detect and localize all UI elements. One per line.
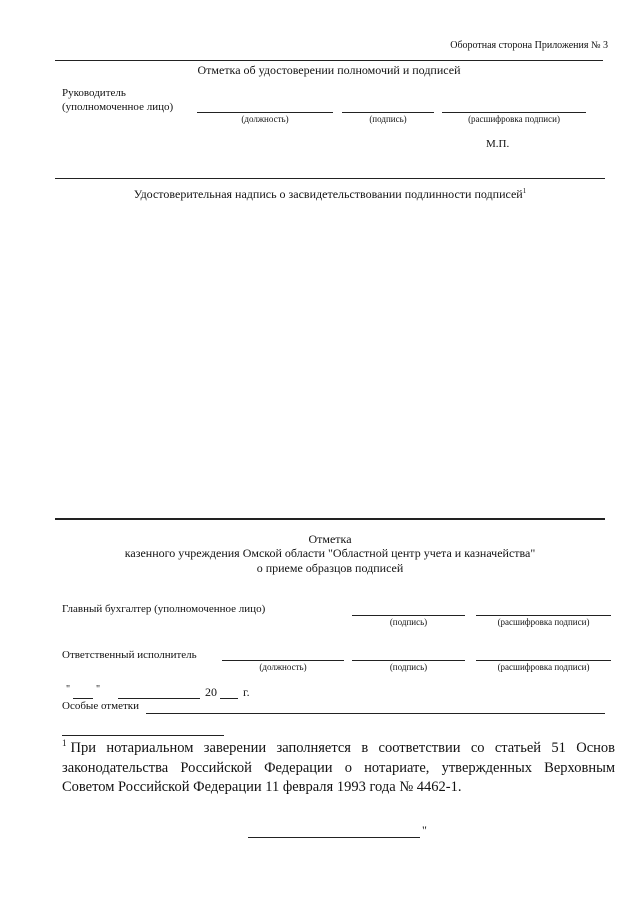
chief-accountant-label: Главный бухгалтер (уполномоченное лицо)	[62, 603, 266, 615]
section3-title-line1: Отметка	[308, 532, 352, 546]
executor-signature-line[interactable]	[352, 660, 465, 661]
caption-position: (должность)	[241, 114, 289, 124]
date-month-line[interactable]	[118, 698, 200, 699]
chief-decoding-line[interactable]	[476, 615, 611, 616]
top-divider	[55, 60, 603, 61]
footnote	[62, 739, 615, 797]
executor-caption-decoding: (расшифровка подписи)	[497, 662, 590, 672]
executor-decoding-line[interactable]	[476, 660, 611, 661]
section2-divider	[55, 178, 605, 179]
chief-caption-signature: (подпись)	[389, 617, 428, 627]
section2-title	[55, 187, 605, 202]
footnote-text: При нотариальном заверении заполняется в соответствии со статьей 51 Основ законодательства Российской Федерации о нотариате, утвержденных Верховным Советом Российской Федерации 11 февраля 1993 года № 4462-1.	[62, 740, 615, 795]
date-day-line[interactable]	[73, 698, 93, 699]
signer-label-line1: Руководитель	[62, 87, 126, 99]
chief-caption-decoding: (расшифровка подписи)	[497, 617, 590, 627]
special-marks-line[interactable]	[146, 713, 605, 714]
caption-decoding: (расшифровка подписи)	[468, 114, 560, 124]
signer-label-line2: (уполномоченное лицо)	[62, 101, 174, 113]
date-year-line[interactable]	[220, 698, 238, 699]
special-marks-label: Особые отметки	[62, 700, 139, 712]
date-year-prefix: 20	[205, 685, 217, 699]
footnote-marker: 1	[62, 738, 67, 748]
footnote-ref: 1	[522, 187, 527, 195]
executor-caption-signature: (подпись)	[389, 662, 428, 672]
executor-position-line[interactable]	[222, 660, 344, 661]
section1-title: Отметка об удостоверении полномочий и подписей	[197, 63, 461, 77]
section3-title-line2: казенного учреждения Омской области "Областной центр учета и казначейства"	[124, 546, 536, 560]
section3-divider	[55, 518, 605, 520]
closing-line[interactable]	[248, 837, 420, 838]
date-year-suffix: г.	[243, 685, 250, 699]
executor-label: Ответственный исполнитель	[62, 649, 197, 661]
chief-signature-line[interactable]	[352, 615, 465, 616]
closing-quote: "	[422, 823, 427, 837]
date-quote-close: "	[96, 684, 101, 695]
decoding-line[interactable]	[442, 112, 586, 113]
appendix-note: Оборотная сторона Приложения № 3	[450, 40, 608, 51]
footnote-separator	[62, 735, 224, 736]
stamp-place: М.П.	[486, 138, 510, 150]
executor-caption-position: (должность)	[259, 662, 307, 672]
signature-line[interactable]	[342, 112, 434, 113]
section2-title-text: Удостоверительная надпись о засвидетельствовании подлинности подписей	[133, 187, 523, 201]
section3-title-line3: о приеме образцов подписей	[256, 561, 404, 575]
caption-signature: (подпись)	[369, 114, 407, 124]
position-line[interactable]	[197, 112, 333, 113]
date-quote-open: "	[66, 684, 71, 695]
